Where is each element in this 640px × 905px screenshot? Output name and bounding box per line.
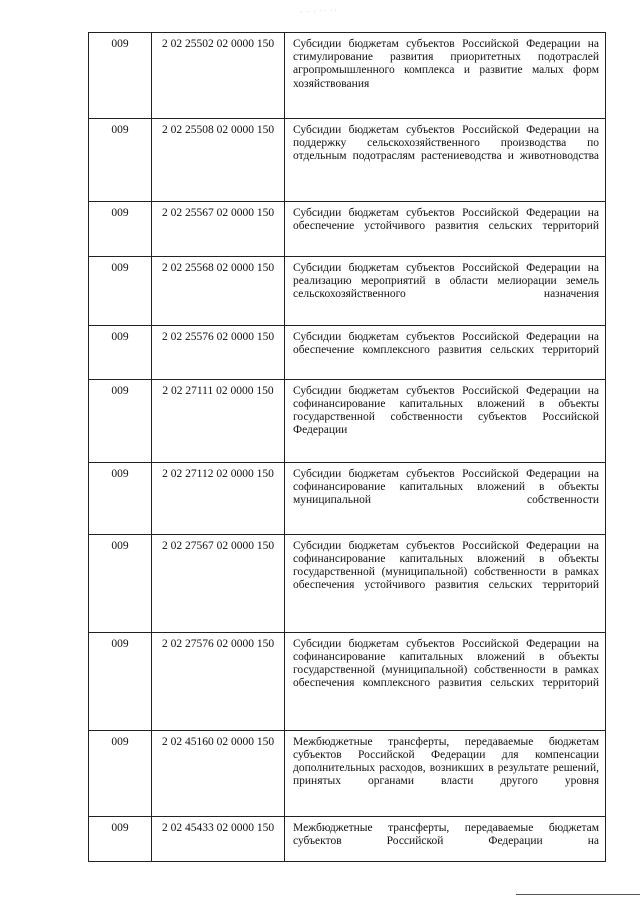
income-description-cell: Субсидии бюджетам субъектов Российской Федерации на обеспечение устойчивого развития сельских территорий (285, 202, 606, 257)
income-code-cell: 2 02 27567 02 0000 150 (152, 534, 285, 632)
table-row (89, 326, 606, 380)
income-code-cell: 2 02 25508 02 0000 150 (152, 119, 285, 202)
table-row (89, 257, 606, 326)
income-code-cell: 2 02 25502 02 0000 150 (152, 33, 285, 119)
page-scan-mark: · · · ·· ·· (299, 5, 338, 17)
income-description-cell: Субсидии бюджетам субъектов Российской Федерации на реализацию мероприятий в области мелиорации земель сельскохозяйственного назначения (285, 257, 606, 326)
administrator-code-cell: 009 (89, 326, 152, 380)
income-description-cell: Субсидии бюджетам субъектов Российской Федерации на софинансирование капитальных вложений в объекты государственной собственности субъектов Российской Федерации (285, 379, 606, 462)
administrator-code-cell: 009 (89, 119, 152, 202)
income-description-cell: Субсидии бюджетам субъектов Российской Федерации на обеспечение комплексного развития сельских территорий (285, 326, 606, 380)
income-description-cell: Межбюджетные трансферты, передаваемые бюджетам субъектов Российской Федерации на (285, 816, 606, 862)
administrator-code-cell: 009 (89, 534, 152, 632)
page-edge-rule (516, 894, 640, 895)
table-row (89, 202, 606, 257)
table-row (89, 379, 606, 462)
income-code-cell: 2 02 25576 02 0000 150 (152, 326, 285, 380)
income-code-cell: 2 02 27112 02 0000 150 (152, 462, 285, 534)
income-description-cell: Субсидии бюджетам субъектов Российской Федерации на поддержку сельскохозяйственного производства по отдельным подотраслям растениеводства и животноводства (285, 119, 606, 202)
table-row (89, 534, 606, 632)
income-description-cell: Субсидии бюджетам субъектов Российской Федерации на стимулирование развития приоритетных подотраслей агропромышленного комплекса и развитие малых форм хозяйствования (285, 33, 606, 119)
income-code-cell: 2 02 25568 02 0000 150 (152, 257, 285, 326)
income-code-cell: 2 02 27111 02 0000 150 (152, 379, 285, 462)
table-row (89, 730, 606, 816)
administrator-code-cell: 009 (89, 462, 152, 534)
income-code-cell: 2 02 45160 02 0000 150 (152, 730, 285, 816)
table-row (89, 33, 606, 119)
income-code-cell: 2 02 27576 02 0000 150 (152, 632, 285, 730)
budget-classification-table (88, 32, 606, 862)
income-code-cell: 2 02 25567 02 0000 150 (152, 202, 285, 257)
income-description-cell: Межбюджетные трансферты, передаваемые бюджетам субъектов Российской Федерации для компенсации дополнительных расходов, возникших в результате решений, принятых органами власти другого уровня (285, 730, 606, 816)
administrator-code-cell: 009 (89, 33, 152, 119)
income-code-cell: 2 02 45433 02 0000 150 (152, 816, 285, 862)
administrator-code-cell: 009 (89, 632, 152, 730)
income-description-cell: Субсидии бюджетам субъектов Российской Федерации на софинансирование капитальных вложений в объекты государственной (муниципальной) собственности в рамках обеспечения комплексного развития сельских территорий (285, 632, 606, 730)
administrator-code-cell: 009 (89, 257, 152, 326)
income-description-cell: Субсидии бюджетам субъектов Российской Федерации на софинансирование капитальных вложений в объекты муниципальной собственности (285, 462, 606, 534)
administrator-code-cell: 009 (89, 816, 152, 862)
table-row (89, 119, 606, 202)
income-description-cell: Субсидии бюджетам субъектов Российской Федерации на софинансирование капитальных вложений в объекты государственной (муниципальной) собственности в рамках обеспечения устойчивого развития сельских территорий (285, 534, 606, 632)
table-row (89, 632, 606, 730)
administrator-code-cell: 009 (89, 379, 152, 462)
administrator-code-cell: 009 (89, 730, 152, 816)
table-row (89, 462, 606, 534)
administrator-code-cell: 009 (89, 202, 152, 257)
table-row (89, 816, 606, 862)
